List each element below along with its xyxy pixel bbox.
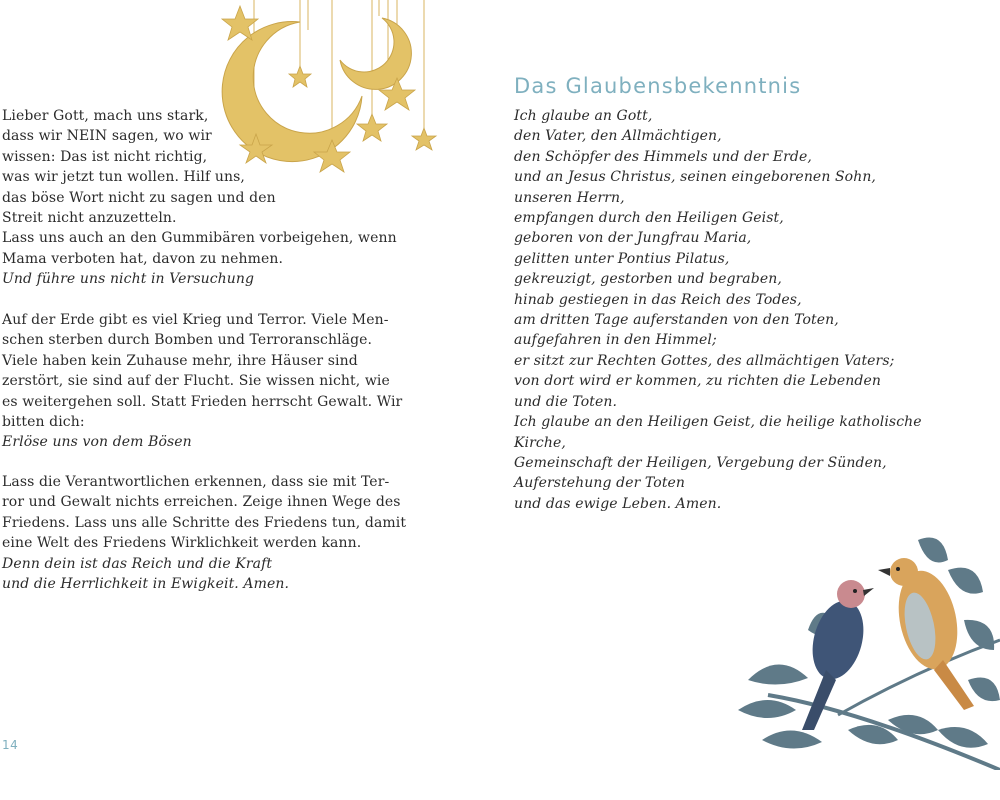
right-page <box>500 0 1000 800</box>
text-line: Auf der Erde gibt es viel Krieg und Terror. Viele Men- <box>2 312 389 328</box>
section-title: Das Glaubensbekenntnis <box>514 74 802 98</box>
text-line: Kirche, <box>514 434 566 451</box>
text-line: gelitten unter Pontius Pilatus, <box>514 250 730 267</box>
text-line: er sitzt zur Rechten Gottes, des allmächtigen Vaters; <box>514 352 895 369</box>
text-line: Gemeinschaft der Heiligen, Vergebung der Sünden, <box>514 454 887 471</box>
text-line: von dort wird er kommen, zu richten die Lebenden <box>514 373 881 390</box>
text-line: Lass die Verantwortlichen erkennen, dass sie mit Ter- <box>2 474 390 490</box>
birds-on-branch-illustration <box>738 530 1000 770</box>
text-line: und an Jesus Christus, seinen eingeborenen Sohn, <box>514 169 876 186</box>
text-line: Lieber Gott, mach uns stark, <box>2 108 209 124</box>
text-line: und das ewige Leben. Amen. <box>514 495 722 512</box>
small-moon <box>340 18 411 89</box>
star <box>289 66 311 87</box>
text-line: und die Herrlichkeit in Ewigkeit. Amen. <box>2 576 290 593</box>
creed-text <box>514 106 922 514</box>
text-line: Viele haben kein Zuhause mehr, ihre Häuser sind <box>2 352 358 369</box>
prayer-strength <box>2 106 397 290</box>
text-line: es weitergehen soll. Statt Frieden herrscht Gewalt. Wir <box>2 393 403 410</box>
text-line: hinab gestiegen in das Reich des Todes, <box>514 291 802 308</box>
star <box>412 128 436 150</box>
text-line: zerstört, sie sind auf der Flucht. Sie wissen nicht, wie <box>2 373 390 390</box>
prayer-deliverance <box>2 310 402 453</box>
text-line: Streit nicht anzuzetteln. <box>2 210 177 227</box>
text-line: dass wir NEIN sagen, wo wir <box>2 128 212 145</box>
text-line: was wir jetzt tun wollen. Hilf uns, <box>2 169 245 186</box>
text-line: Erlöse uns von dem Bösen <box>2 434 192 451</box>
text-line: Ich glaube an den Heiligen Geist, die heilige katholische <box>514 414 922 431</box>
prayer-peace <box>2 472 406 594</box>
text-line: den Vater, den Allmächtigen, <box>514 128 722 145</box>
text-line: schen sterben durch Bomben und Terroranschläge. <box>2 332 373 349</box>
blue-bird <box>802 580 874 730</box>
page-number: 14 <box>2 738 19 752</box>
text-line: Denn dein ist das Reich und die Kraft <box>2 555 273 572</box>
text-line: Und führe uns nicht in Versuchung <box>2 271 255 288</box>
text-line: Lass uns auch an den Gummibären vorbeigehen, wenn <box>2 230 397 247</box>
text-line: gekreuzigt, gestorben und begraben, <box>514 271 782 288</box>
text-line: Friedens. Lass uns alle Schritte des Friedens tun, damit <box>2 514 407 531</box>
text-line: wissen: Das ist nicht richtig, <box>2 148 208 165</box>
text-line: am dritten Tage auferstanden von den Toten, <box>514 312 839 329</box>
text-line: und die Toten. <box>514 393 618 410</box>
text-line: den Schöpfer des Himmels und der Erde, <box>514 148 812 165</box>
text-line: aufgefahren in den Himmel; <box>514 332 717 349</box>
text-line: bitten dich: <box>2 414 85 431</box>
text-line: unseren Herrn, <box>514 189 625 206</box>
text-line: ror und Gewalt nichts erreichen. Zeige ihnen Wege des <box>2 494 401 511</box>
text-line: eine Welt des Friedens Wirklichkeit werden kann. <box>2 535 362 552</box>
text-line: Mama verboten hat, davon zu nehmen. <box>2 250 284 267</box>
text-line: empfangen durch den Heiligen Geist, <box>514 210 784 227</box>
text-line: Auferstehung der Toten <box>514 475 686 492</box>
text-line: geboren von der Jungfrau Maria, <box>514 230 752 247</box>
text-line: das böse Wort nicht zu sagen und den <box>2 189 276 206</box>
text-line: Ich glaube an Gott, <box>514 108 653 124</box>
